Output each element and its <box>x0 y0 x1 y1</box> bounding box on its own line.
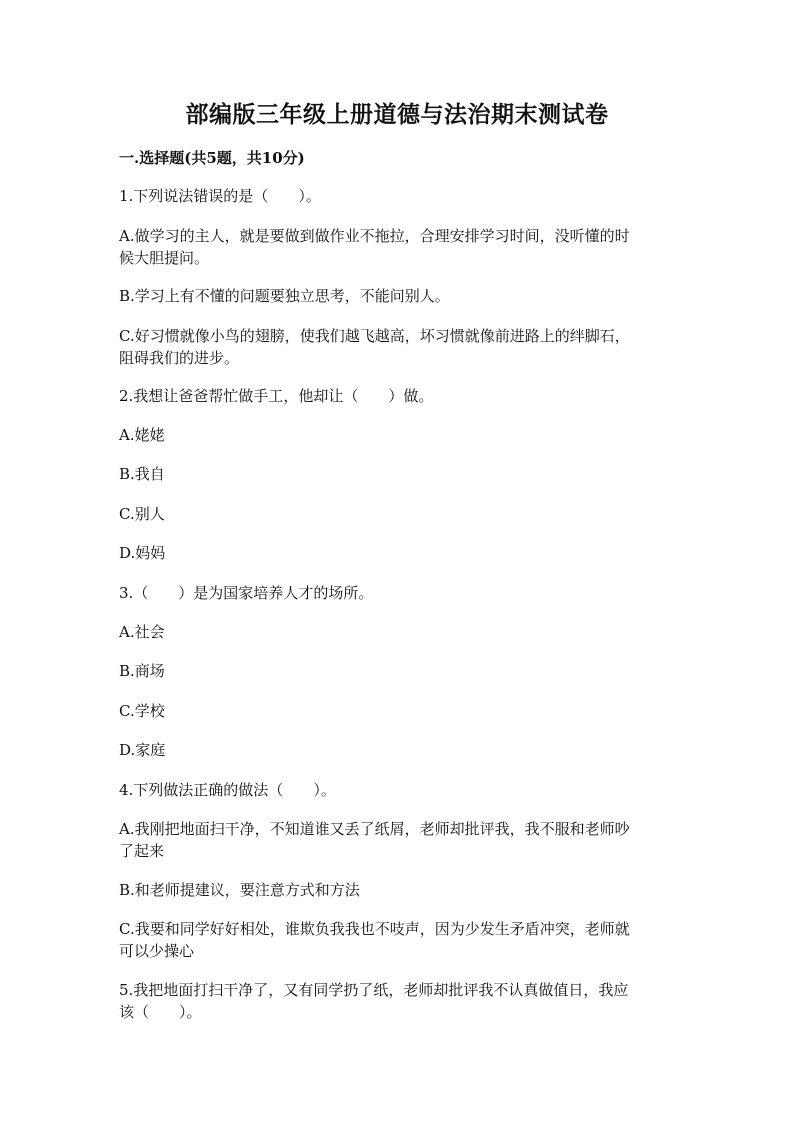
question-4-option-c-line-1: C.我要和同学好好相处，谁欺负我我也不吱声，因为少发生矛盾冲突，老师就 <box>119 920 630 938</box>
question-4-option-c-line-2: 可以少操心 <box>119 942 195 960</box>
question-3-stem: 3.（ ）是为国家培养人才的场所。 <box>119 584 374 602</box>
question-2-option-b: B.我自 <box>119 465 165 483</box>
question-2-option-c: C.别人 <box>119 505 165 523</box>
question-2-stem: 2.我想让爸爸帮忙做手工，他却让（ ）做。 <box>119 387 434 405</box>
question-1-option-c-line-1: C.好习惯就像小鸟的翅膀，使我们越飞越高，坏习惯就像前进路上的绊脚石， <box>119 327 630 345</box>
question-4-option-b: B.和老师提建议，要注意方式和方法 <box>119 881 360 899</box>
question-3-option-a: A.社会 <box>119 623 165 641</box>
question-4-option-a-line-2: 了起来 <box>119 842 165 860</box>
question-3-option-b: B.商场 <box>119 662 165 680</box>
question-1-stem: 1.下列说法错误的是（ ）。 <box>119 187 321 205</box>
question-1-option-b: B.学习上有不懂的问题要独立思考，不能问别人。 <box>119 287 450 305</box>
question-4-stem: 4.下列做法正确的做法（ ）。 <box>119 781 336 799</box>
question-5-stem-line-1: 5.我把地面打扫干净了，又有同学扔了纸，老师却批评我不认真做值日，我应 <box>119 981 629 999</box>
question-2-option-d: D.妈妈 <box>119 544 166 562</box>
question-5-stem-line-2: 该（ ）。 <box>119 1003 202 1021</box>
question-3-option-c: C.学校 <box>119 702 165 720</box>
question-4-option-a-line-1: A.我刚把地面扫干净，不知道谁又丢了纸屑，老师却批评我，我不服和老师吵 <box>119 820 630 838</box>
question-3-option-d: D.家庭 <box>119 741 166 759</box>
question-1-option-a-line-1: A.做学习的主人，就是要做到做作业不拖拉，合理安排学习时间，没听懂的时 <box>119 227 630 245</box>
question-1-option-c-line-2: 阻碍我们的进步。 <box>119 349 240 367</box>
question-2-option-a: A.姥姥 <box>119 426 165 444</box>
section-heading: 一.选择题(共5题，共10分) <box>119 149 305 167</box>
exam-title: 部编版三年级上册道德与法治期末测试卷 <box>185 101 609 128</box>
question-1-option-a-line-2: 候大胆提问。 <box>119 249 210 267</box>
